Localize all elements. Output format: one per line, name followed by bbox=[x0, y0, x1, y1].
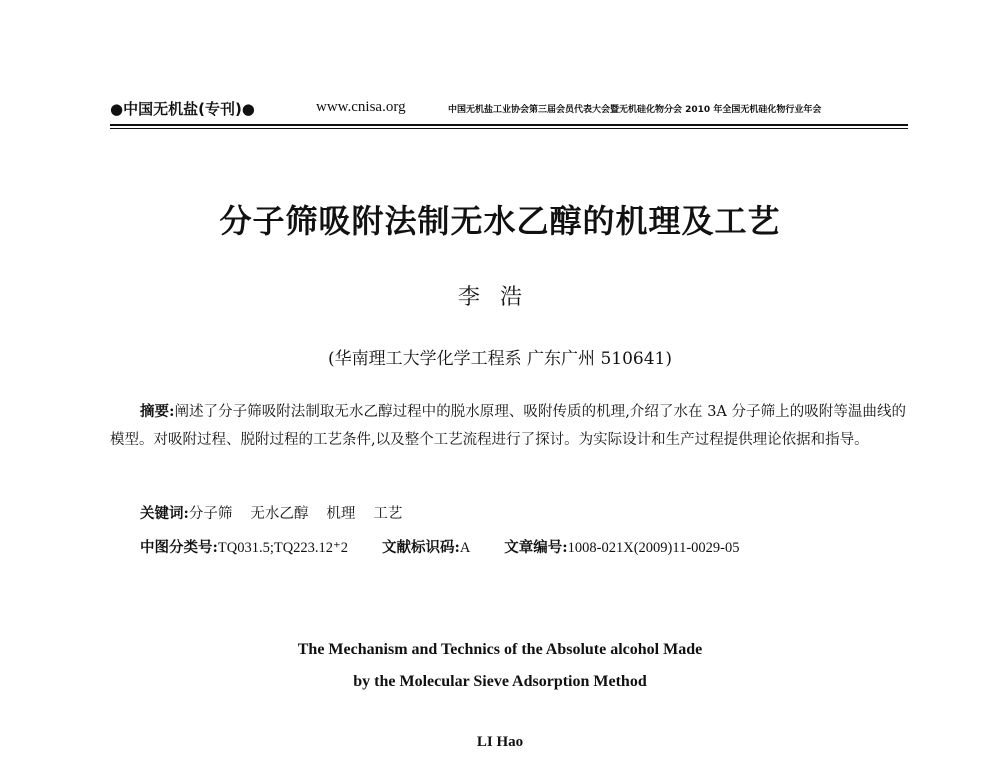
meeting-name: 中国无机盐工业协会第三届会员代表大会暨无机硅化物分会 2010 年全国无机硅化物行业年会 bbox=[448, 105, 822, 115]
clc-label: 中图分类号: bbox=[140, 539, 218, 556]
keywords-label: 关键词: bbox=[140, 505, 189, 522]
keyword: 分子筛 bbox=[188, 506, 233, 522]
english-author: LI Hao bbox=[476, 734, 524, 750]
article-number-label: 文章编号: bbox=[504, 539, 568, 556]
author-name: 李浩 bbox=[457, 285, 542, 310]
doc-code-label: 文献标识码: bbox=[381, 539, 460, 556]
paper-title: 分子筛吸附法制无水乙醇的机理及工艺 bbox=[219, 202, 781, 240]
clc-value: TQ031.5;TQ223.12⁺2 bbox=[217, 540, 348, 556]
keyword: 工艺 bbox=[373, 506, 403, 522]
keywords bbox=[140, 502, 420, 523]
english-title-line-1: The Mechanism and Technics of the Absolute alcohol Made bbox=[297, 641, 703, 658]
abstract-text: 阐述了分子筛吸附法制取无水乙醇过程中的脱水原理、吸附传质的机理,介绍了水在 3A 分子筛上的吸附等温曲线的模型。对吸附过程、脱附过程的工艺条件,以及整个工艺流程进行了探讨。为实际设计和生产过程提供理论依据和指导。 bbox=[110, 404, 906, 448]
abstract-label: 摘要: bbox=[140, 403, 175, 420]
keyword: 机理 bbox=[326, 506, 356, 522]
english-title bbox=[0, 634, 1000, 698]
journal-name: ●中国无机盐(专刊)● bbox=[110, 100, 255, 118]
english-title-line-2: by the Molecular Sieve Adsorption Method bbox=[353, 673, 647, 690]
running-header bbox=[110, 98, 910, 120]
author-affiliation: (华南理工大学化学工程系 广东广州 510641) bbox=[328, 349, 672, 369]
article-number-value: 1008-021X(2009)11-0029-05 bbox=[567, 540, 740, 556]
abstract bbox=[110, 398, 906, 454]
doc-code-value: A bbox=[459, 540, 471, 556]
header-rule-thin bbox=[110, 128, 908, 129]
header-rule-thick bbox=[110, 124, 908, 126]
keyword: 无水乙醇 bbox=[250, 506, 309, 522]
classification-line bbox=[140, 536, 739, 557]
journal-website: www.cnisa.org bbox=[316, 99, 406, 115]
